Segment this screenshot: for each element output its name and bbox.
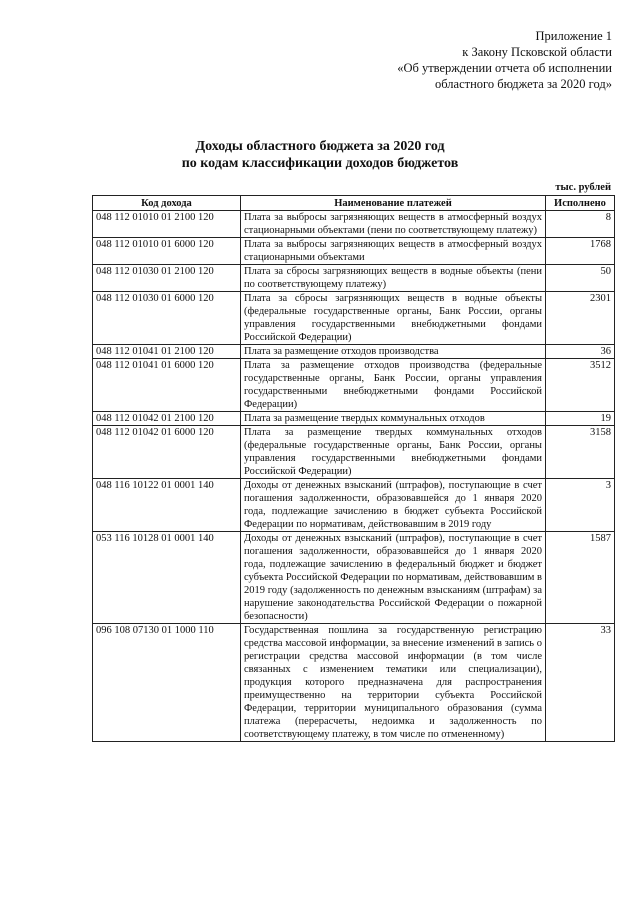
appendix-line: областного бюджета за 2020 год»	[434, 77, 612, 91]
income-code: 053 116 10128 01 0001 140	[93, 532, 241, 624]
appendix-header	[397, 28, 612, 92]
executed-value: 2301	[546, 292, 615, 345]
units-label: тыс. рублей	[555, 182, 611, 193]
appendix-line: к Закону Псковской области	[462, 45, 612, 59]
income-code: 048 112 01041 01 2100 120	[93, 345, 241, 359]
income-code: 048 112 01030 01 2100 120	[93, 265, 241, 292]
executed-value: 19	[546, 412, 615, 426]
table-row	[93, 426, 615, 479]
table-row	[93, 265, 615, 292]
payment-name: Плата за выбросы загрязняющих веществ в атмосферный воздух стационарными объектами	[241, 238, 546, 265]
table-header-row	[93, 196, 615, 211]
payment-name: Государственная пошлина за государственную регистрацию средства массовой информации, за внесение изменений в запись о регистрации средства массовой информации (в том числе связанных с изменением тематики или специализации), продукция которого предназначена для распространения преимущественно на территории субъекта Российской Федерации, территории муниципального образования (сумма платежа (перерасчеты, недоимка и задолженность по соответствующему платежу, в том числе по отмененному)	[241, 624, 546, 742]
appendix-line: «Об утверждении отчета об исполнении	[397, 61, 612, 75]
table-row	[93, 238, 615, 265]
payment-name: Плата за сбросы загрязняющих веществ в водные объекты (федеральные государственные органы, Банк России, органы управления государственными внебюджетными фондами Российской Федерации)	[241, 292, 546, 345]
executed-value: 36	[546, 345, 615, 359]
document-title	[0, 138, 640, 172]
income-code: 048 112 01041 01 6000 120	[93, 359, 241, 412]
executed-value: 8	[546, 211, 615, 238]
executed-value: 50	[546, 265, 615, 292]
payment-name: Доходы от денежных взысканий (штрафов), поступающие в счет погашения задолженности, образовавшейся до 1 января 2020 года, подлежащие зачислению в бюджет субъекта Российской Федерации по нормативам, действовавшим в 2019 году	[241, 479, 546, 532]
income-code: 048 116 10122 01 0001 140	[93, 479, 241, 532]
table-row	[93, 345, 615, 359]
executed-value: 33	[546, 624, 615, 742]
payment-name: Плата за размещение отходов производства (федеральные государственные органы, Банк России, органы управления государственными внебюджетными фондами Российской Федерации)	[241, 359, 546, 412]
income-code: 096 108 07130 01 1000 110	[93, 624, 241, 742]
executed-value: 1768	[546, 238, 615, 265]
table-row	[93, 359, 615, 412]
income-code: 048 112 01010 01 2100 120	[93, 211, 241, 238]
table-row	[93, 624, 615, 742]
income-code: 048 112 01042 01 2100 120	[93, 412, 241, 426]
title-line-2: по кодам классификации доходов бюджетов	[181, 156, 459, 171]
table-row	[93, 292, 615, 345]
income-code: 048 112 01042 01 6000 120	[93, 426, 241, 479]
column-header-name: Наименование платежей	[241, 196, 546, 211]
income-code: 048 112 01010 01 6000 120	[93, 238, 241, 265]
table-row	[93, 211, 615, 238]
payment-name: Плата за размещение твердых коммунальных отходов	[241, 412, 546, 426]
executed-value: 3512	[546, 359, 615, 412]
revenue-table	[92, 195, 615, 742]
executed-value: 3	[546, 479, 615, 532]
payment-name: Плата за размещение твердых коммунальных отходов (федеральные государственные органы, Банк России, органы управления государственными внебюджетными фондами Российской Федерации)	[241, 426, 546, 479]
title-line-1: Доходы областного бюджета за 2020 год	[195, 139, 445, 154]
executed-value: 1587	[546, 532, 615, 624]
appendix-line: Приложение 1	[535, 29, 612, 43]
payment-name: Плата за выбросы загрязняющих веществ в атмосферный воздух стационарными объектами (пени по соответствующему платежу)	[241, 211, 546, 238]
table-row	[93, 479, 615, 532]
payment-name: Доходы от денежных взысканий (штрафов), поступающие в счет погашения задолженности, образовавшейся до 1 января 2020 года, подлежащие зачислению в федеральный бюджет и бюджет субъекта Российской Федерации по нормативам, действовавшим в 2019 году (задолженность по денежным взысканиям (штрафам) за нарушение законодательства Российской Федерации о пожарной безопасности)	[241, 532, 546, 624]
column-header-value: Исполнено	[546, 196, 615, 211]
column-header-code: Код дохода	[93, 196, 241, 211]
executed-value: 3158	[546, 426, 615, 479]
payment-name: Плата за размещение отходов производства	[241, 345, 546, 359]
payment-name: Плата за сбросы загрязняющих веществ в водные объекты (пени по соответствующему платежу)	[241, 265, 546, 292]
table-row	[93, 532, 615, 624]
table-row	[93, 412, 615, 426]
income-code: 048 112 01030 01 6000 120	[93, 292, 241, 345]
